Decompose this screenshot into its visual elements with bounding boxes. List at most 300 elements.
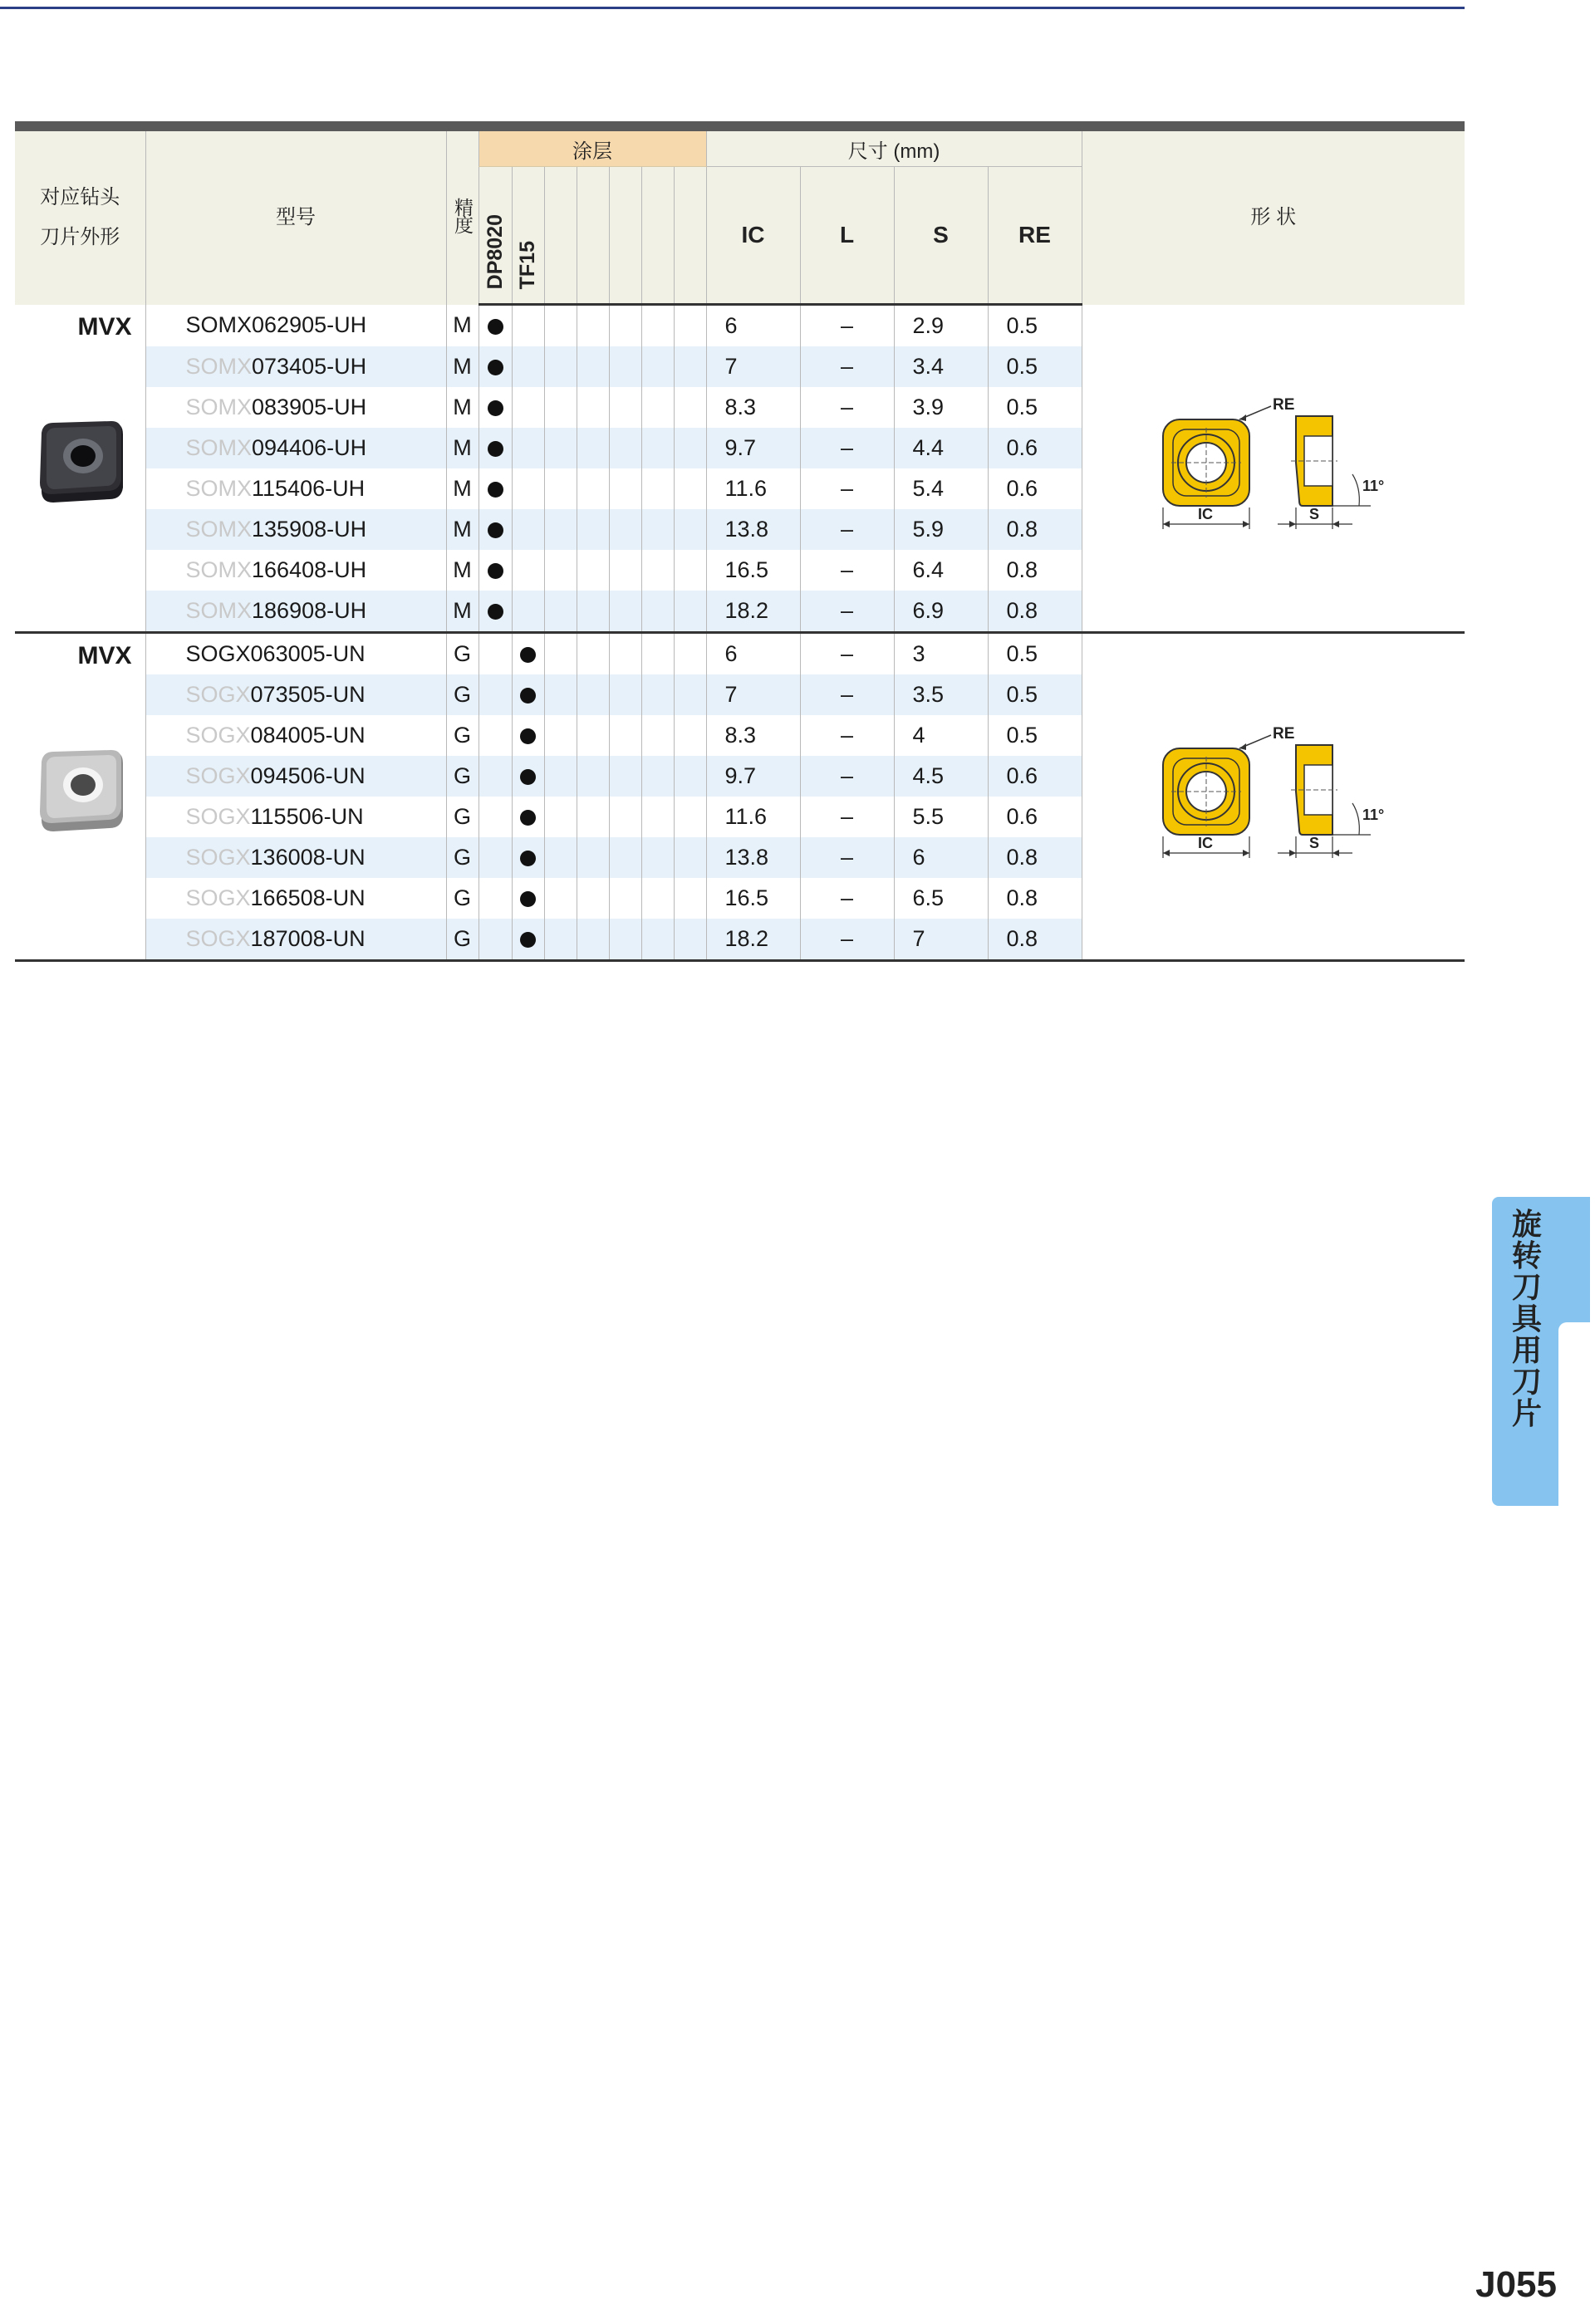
model-cell	[145, 837, 446, 878]
coating-cell	[544, 428, 577, 468]
coating-cell	[478, 756, 512, 797]
side-tab-label: 旋转刀具用刀片	[1511, 1207, 1542, 1430]
precision-cell: M	[446, 509, 478, 550]
ic-label: IC	[1197, 505, 1213, 522]
header-coating: 涂层	[478, 131, 706, 167]
insert-photo-icon	[35, 418, 128, 507]
coating-cell	[544, 919, 577, 961]
ic-value: 8.3	[706, 387, 800, 428]
precision-cell: G	[446, 919, 478, 961]
availability-dot-icon	[488, 563, 503, 579]
coating-cell	[609, 919, 641, 961]
availability-dot-icon	[520, 647, 536, 663]
ic-label: IC	[1197, 834, 1213, 851]
coating-cell	[512, 468, 544, 509]
model-prefix: SOGX	[185, 723, 251, 748]
top-rule	[0, 7, 1465, 9]
re-value: 0.5	[988, 305, 1082, 347]
ic-value: 7	[706, 346, 800, 387]
side-tab-notch	[1558, 1322, 1595, 1506]
ic-value: 6	[706, 305, 800, 347]
coating-cell	[641, 509, 674, 550]
coating-cell	[609, 797, 641, 837]
grade-dp8020-label: DP8020	[483, 213, 507, 289]
s-value: 3.5	[894, 674, 988, 715]
header-model: 型号	[145, 131, 446, 305]
availability-dot-icon	[520, 688, 536, 704]
coating-cell	[577, 509, 609, 550]
coating-cell	[674, 346, 706, 387]
coating-cell	[544, 674, 577, 715]
insert-shape-diagram	[1153, 723, 1394, 865]
coating-cell	[577, 674, 609, 715]
s-value: 5.5	[894, 797, 988, 837]
availability-dot-icon	[520, 810, 536, 826]
header-grade-empty	[674, 167, 706, 305]
coating-cell	[641, 715, 674, 756]
l-value: –	[800, 837, 894, 878]
coating-cell	[478, 919, 512, 961]
coating-cell	[512, 878, 544, 919]
model-suffix: 063005-UN	[250, 641, 366, 666]
coating-cell	[577, 878, 609, 919]
re-value: 0.6	[988, 797, 1082, 837]
header-shape: 形 状	[1082, 131, 1465, 305]
l-value: –	[800, 387, 894, 428]
model-prefix: SOMX	[185, 395, 253, 419]
header-dim-l: L	[800, 167, 894, 305]
coating-cell	[609, 715, 641, 756]
re-value: 0.8	[988, 591, 1082, 633]
coating-cell	[641, 468, 674, 509]
ic-value: 6	[706, 633, 800, 675]
model-prefix: SOGX	[185, 682, 251, 707]
model-prefix: SOGX	[185, 926, 251, 951]
coating-cell	[478, 387, 512, 428]
coating-cell	[577, 756, 609, 797]
coating-cell	[609, 674, 641, 715]
s-value: 4.4	[894, 428, 988, 468]
model-cell	[145, 305, 446, 347]
precision-cell: M	[446, 305, 478, 347]
precision-cell: G	[446, 715, 478, 756]
l-value: –	[800, 428, 894, 468]
precision-cell: M	[446, 591, 478, 633]
insert-spec-table	[15, 131, 1465, 962]
availability-dot-icon	[488, 400, 503, 416]
header-grade-empty	[577, 167, 609, 305]
s-value: 5.9	[894, 509, 988, 550]
coating-cell	[577, 837, 609, 878]
coating-cell	[478, 837, 512, 878]
model-prefix: SOMX	[185, 517, 253, 542]
model-suffix: 094406-UH	[252, 435, 367, 460]
availability-dot-icon	[520, 932, 536, 948]
model-suffix: 073505-UN	[250, 682, 366, 707]
model-suffix: 136008-UN	[250, 845, 366, 870]
coating-cell	[674, 797, 706, 837]
model-suffix: 187008-UN	[250, 926, 366, 951]
model-suffix: 135908-UH	[252, 517, 367, 542]
coating-cell	[478, 878, 512, 919]
model-cell	[145, 509, 446, 550]
coating-cell	[577, 387, 609, 428]
table-top-bar	[15, 121, 1465, 131]
shape-cell	[1082, 305, 1465, 633]
table-row	[15, 305, 1465, 347]
precision-cell: G	[446, 674, 478, 715]
l-value: –	[800, 468, 894, 509]
coating-cell	[478, 797, 512, 837]
precision-cell: M	[446, 387, 478, 428]
coating-cell	[512, 591, 544, 633]
model-cell	[145, 797, 446, 837]
coating-cell	[478, 509, 512, 550]
coating-cell	[544, 633, 577, 675]
coating-cell	[478, 550, 512, 591]
coating-cell	[674, 878, 706, 919]
coating-cell	[674, 305, 706, 347]
re-label: RE	[1272, 724, 1295, 743]
drill-name: MVX	[77, 312, 132, 341]
coating-cell	[674, 919, 706, 961]
coating-cell	[641, 878, 674, 919]
insert-shape-diagram	[1153, 395, 1394, 536]
header-grade-empty	[609, 167, 641, 305]
model-suffix: 073405-UH	[252, 354, 367, 379]
coating-cell	[641, 797, 674, 837]
coating-cell	[674, 715, 706, 756]
coating-cell	[512, 346, 544, 387]
coating-cell	[674, 674, 706, 715]
l-value: –	[800, 305, 894, 347]
coating-cell	[641, 387, 674, 428]
model-cell	[145, 715, 446, 756]
coating-cell	[609, 756, 641, 797]
precision-cell: G	[446, 633, 478, 675]
l-value: –	[800, 715, 894, 756]
precision-cell: M	[446, 346, 478, 387]
coating-cell	[544, 387, 577, 428]
coating-cell	[609, 837, 641, 878]
coating-cell	[641, 305, 674, 347]
coating-cell	[512, 305, 544, 347]
coating-cell	[478, 346, 512, 387]
l-value: –	[800, 509, 894, 550]
model-prefix: SOGX	[185, 641, 251, 666]
coating-cell	[478, 633, 512, 675]
precision-cell: M	[446, 468, 478, 509]
coating-cell	[609, 878, 641, 919]
coating-cell	[577, 591, 609, 633]
header-grade-empty	[641, 167, 674, 305]
s-value: 7	[894, 919, 988, 961]
l-value: –	[800, 550, 894, 591]
coating-cell	[512, 756, 544, 797]
coating-cell	[544, 346, 577, 387]
coating-cell	[577, 428, 609, 468]
re-value: 0.8	[988, 550, 1082, 591]
coating-cell	[674, 509, 706, 550]
coating-cell	[674, 591, 706, 633]
model-prefix: SOMX	[185, 598, 253, 623]
coating-cell	[512, 837, 544, 878]
re-value: 0.5	[988, 715, 1082, 756]
header-grade-empty	[544, 167, 577, 305]
availability-dot-icon	[520, 891, 536, 907]
availability-dot-icon	[488, 360, 503, 375]
coating-cell	[512, 387, 544, 428]
coating-cell	[609, 591, 641, 633]
l-value: –	[800, 756, 894, 797]
s-value: 6.5	[894, 878, 988, 919]
coating-cell	[641, 633, 674, 675]
coating-cell	[512, 633, 544, 675]
coating-cell	[478, 468, 512, 509]
insert-photo	[35, 418, 145, 513]
availability-dot-icon	[488, 441, 503, 457]
model-cell	[145, 468, 446, 509]
coating-cell	[609, 468, 641, 509]
coating-cell	[609, 633, 641, 675]
header-drill-line1: 对应钻头	[40, 186, 120, 209]
l-value: –	[800, 919, 894, 961]
coating-cell	[641, 346, 674, 387]
header-dim-ic: IC	[706, 167, 800, 305]
coating-cell	[674, 837, 706, 878]
re-value: 0.5	[988, 674, 1082, 715]
model-cell	[145, 919, 446, 961]
s-label: S	[1308, 505, 1319, 522]
model-cell	[145, 387, 446, 428]
angle-label: 11°	[1362, 806, 1384, 823]
coating-cell	[674, 468, 706, 509]
l-value: –	[800, 878, 894, 919]
ic-value: 11.6	[706, 797, 800, 837]
coating-cell	[609, 346, 641, 387]
coating-cell	[577, 550, 609, 591]
coating-cell	[674, 633, 706, 675]
s-value: 3.4	[894, 346, 988, 387]
model-prefix: SOMX	[185, 435, 253, 460]
availability-dot-icon	[488, 319, 503, 335]
l-value: –	[800, 346, 894, 387]
model-prefix: SOMX	[185, 312, 253, 338]
ic-value: 18.2	[706, 919, 800, 961]
re-value: 0.8	[988, 509, 1082, 550]
coating-cell	[641, 837, 674, 878]
ic-value: 13.8	[706, 837, 800, 878]
model-prefix: SOGX	[185, 885, 251, 910]
coating-cell	[641, 674, 674, 715]
coating-cell	[544, 305, 577, 347]
coating-cell	[609, 550, 641, 591]
s-value: 3	[894, 633, 988, 675]
s-value: 4.5	[894, 756, 988, 797]
spec-table-body	[15, 305, 1465, 961]
ic-value: 9.7	[706, 756, 800, 797]
header-drill	[15, 131, 145, 305]
precision-cell: G	[446, 878, 478, 919]
coating-cell	[577, 919, 609, 961]
model-suffix: 166408-UH	[252, 557, 367, 582]
header-precision	[446, 131, 478, 305]
ic-value: 11.6	[706, 468, 800, 509]
model-prefix: SOMX	[185, 354, 253, 379]
ic-value: 18.2	[706, 591, 800, 633]
coating-cell	[641, 919, 674, 961]
model-cell	[145, 878, 446, 919]
s-value: 6	[894, 837, 988, 878]
coating-cell	[544, 509, 577, 550]
coating-cell	[544, 715, 577, 756]
spec-table-wrapper	[15, 121, 1465, 962]
drill-cell	[15, 305, 145, 633]
coating-cell	[609, 428, 641, 468]
insert-photo-icon	[35, 747, 128, 836]
angle-label: 11°	[1362, 477, 1384, 494]
shape-cell	[1082, 633, 1465, 961]
coating-cell	[577, 468, 609, 509]
model-cell	[145, 346, 446, 387]
s-label: S	[1308, 834, 1319, 851]
l-value: –	[800, 591, 894, 633]
model-cell	[145, 633, 446, 675]
re-value: 0.6	[988, 428, 1082, 468]
s-value: 3.9	[894, 387, 988, 428]
l-value: –	[800, 633, 894, 675]
coating-cell	[577, 346, 609, 387]
availability-dot-icon	[520, 769, 536, 785]
ic-value: 9.7	[706, 428, 800, 468]
model-suffix: 084005-UN	[250, 723, 366, 748]
ic-value: 8.3	[706, 715, 800, 756]
coating-cell	[674, 428, 706, 468]
l-value: –	[800, 797, 894, 837]
model-suffix: 186908-UH	[252, 598, 367, 623]
model-prefix: SOGX	[185, 845, 251, 870]
coating-cell	[609, 387, 641, 428]
coating-cell	[544, 550, 577, 591]
coating-cell	[478, 428, 512, 468]
re-value: 0.6	[988, 468, 1082, 509]
ic-value: 13.8	[706, 509, 800, 550]
model-suffix: 083905-UH	[252, 395, 367, 419]
header-dim-s: S	[894, 167, 988, 305]
precision-cell: M	[446, 428, 478, 468]
model-prefix: SOMX	[185, 476, 253, 501]
availability-dot-icon	[488, 604, 503, 620]
drill-name: MVX	[77, 642, 132, 669]
availability-dot-icon	[488, 522, 503, 538]
model-suffix: 115506-UN	[250, 804, 364, 829]
model-suffix: 062905-UH	[252, 312, 367, 338]
availability-dot-icon	[488, 482, 503, 498]
coating-cell	[478, 591, 512, 633]
insert-photo	[35, 747, 145, 842]
precision-cell: G	[446, 756, 478, 797]
precision-cell: G	[446, 837, 478, 878]
header-dimensions: 尺寸 (mm)	[706, 131, 1082, 167]
model-suffix: 115406-UH	[252, 476, 366, 501]
ic-value: 7	[706, 674, 800, 715]
s-value: 2.9	[894, 305, 988, 347]
coating-cell	[544, 837, 577, 878]
table-row	[15, 633, 1465, 675]
header-dim-re: RE	[988, 167, 1082, 305]
coating-cell	[609, 305, 641, 347]
coating-cell	[577, 797, 609, 837]
coating-cell	[478, 715, 512, 756]
re-value: 0.8	[988, 837, 1082, 878]
s-value: 5.4	[894, 468, 988, 509]
page-number: J055	[1475, 2264, 1557, 2305]
re-value: 0.5	[988, 387, 1082, 428]
coating-cell	[478, 674, 512, 715]
model-prefix: SOGX	[185, 804, 251, 829]
model-cell	[145, 591, 446, 633]
coating-cell	[609, 509, 641, 550]
coating-cell	[577, 715, 609, 756]
coating-cell	[674, 550, 706, 591]
coating-cell	[544, 591, 577, 633]
coating-cell	[544, 468, 577, 509]
coating-cell	[544, 878, 577, 919]
coating-cell	[577, 633, 609, 675]
s-value: 4	[894, 715, 988, 756]
coating-cell	[674, 756, 706, 797]
re-value: 0.5	[988, 633, 1082, 675]
ic-value: 16.5	[706, 878, 800, 919]
s-value: 6.4	[894, 550, 988, 591]
coating-cell	[512, 715, 544, 756]
re-value: 0.8	[988, 919, 1082, 961]
coating-cell	[641, 756, 674, 797]
availability-dot-icon	[520, 728, 536, 744]
model-cell	[145, 756, 446, 797]
header-precision-label: 精度	[452, 198, 474, 233]
re-label: RE	[1272, 395, 1295, 414]
model-cell	[145, 428, 446, 468]
coating-cell	[512, 674, 544, 715]
coating-cell	[478, 305, 512, 347]
coating-cell	[512, 797, 544, 837]
precision-cell: G	[446, 797, 478, 837]
availability-dot-icon	[520, 851, 536, 866]
coating-cell	[674, 387, 706, 428]
coating-cell	[512, 509, 544, 550]
l-value: –	[800, 674, 894, 715]
coating-cell	[512, 919, 544, 961]
coating-cell	[577, 305, 609, 347]
header-grade-tf15	[512, 167, 544, 305]
coating-cell	[641, 591, 674, 633]
coating-cell	[512, 428, 544, 468]
model-cell	[145, 550, 446, 591]
coating-cell	[641, 428, 674, 468]
model-prefix: SOGX	[185, 763, 251, 788]
coating-cell	[544, 756, 577, 797]
coating-cell	[544, 797, 577, 837]
model-cell	[145, 674, 446, 715]
header-drill-line2: 刀片外形	[40, 226, 120, 249]
model-suffix: 094506-UN	[250, 763, 366, 788]
s-value: 6.9	[894, 591, 988, 633]
model-prefix: SOMX	[185, 557, 253, 582]
ic-value: 16.5	[706, 550, 800, 591]
coating-cell	[641, 550, 674, 591]
re-value: 0.5	[988, 346, 1082, 387]
